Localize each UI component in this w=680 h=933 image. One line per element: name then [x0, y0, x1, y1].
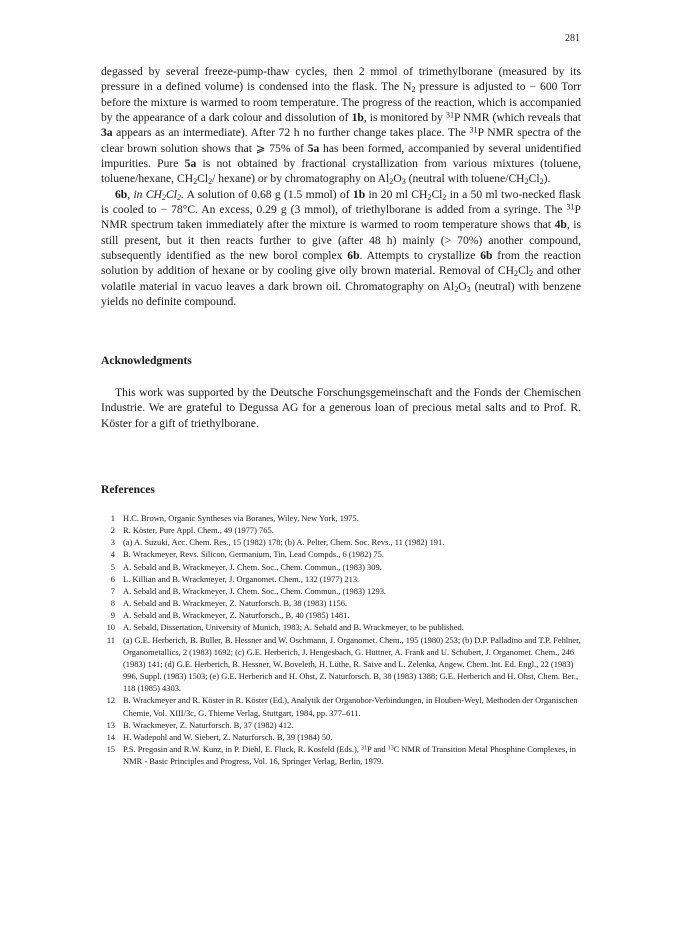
reference-number: 14: [106, 731, 115, 742]
reference-text: A. Sebald and B. Wrackmeyer, J. Chem. Soc., Chem. Commun., (1983) 309.: [123, 561, 382, 572]
reference-item: [101, 561, 581, 573]
reference-item: [101, 573, 581, 585]
reference-number: 1: [110, 513, 115, 523]
reference-number: 6: [110, 573, 115, 584]
reference-item: [101, 634, 581, 695]
reference-item: [101, 609, 581, 621]
reference-number: 5: [110, 561, 115, 572]
references-heading: References: [101, 483, 155, 496]
reference-text: P.S. Pregosin and R.W. Kunz, in P. Diehl, E. Fluck, R. Kosfeld (Eds.), $^{31}$P and $^{13}$C NMR of Transition Metal Phosphine Complexes, in NMR - Basic Principles and Progress, Vol. 16, Springer Verlag, Berlin, 1979.: [123, 743, 576, 767]
reference-item: [101, 621, 581, 633]
reference-number: 11: [106, 634, 115, 645]
reference-text: A. Sebald and B. Wrackmeyer, Z. Naturforsch. B, 38 (1983) 1156.: [123, 598, 348, 609]
reference-number: 7: [110, 585, 115, 596]
reference-text: H. Wadepohl and W. Siebert, Z. Naturforsch. B, 39 (1984) 50.: [123, 731, 333, 742]
reference-item: [101, 585, 581, 597]
reference-number: 8: [110, 598, 115, 609]
reference-text: A. Sebald and B. Wrackmeyer, J. Chem. Soc., Chem. Commun., (1983) 1293.: [123, 585, 387, 596]
reference-number: 3: [110, 537, 115, 548]
reference-number: 12: [106, 695, 115, 706]
reference-number: 4: [110, 549, 115, 560]
reference-number: 2: [110, 525, 115, 536]
reference-item: [101, 536, 581, 548]
reference-number: 9: [110, 610, 115, 621]
reference-text: (a) A. Suzuki, Acc. Chem. Res., 15 (1982) 178; (b) A. Pelter, Chem. Soc. Revs., 11 (1982) 191.: [123, 537, 445, 548]
reference-number: 10: [106, 622, 115, 633]
acknowledgments-heading: Acknowledgments: [101, 354, 192, 367]
reference-text: (a) G.E. Herberich, B. Buller, B. Hessner and W. Oschmann, J. Organomet. Chem., 195 (1980) 253; (b) D.P. Palladino and T.P. Fehlner, Organometallics, 2 (1983) 1692; (c) G.E. Herberich, J. Hengesbach, G. Huttner, A. Frank and U. Schubert, J. Organomet. Chem., 246 (1983) 141; (d) G.E. Herberich, B. Hessner, W. Boveleth, H. Lüthe, R. Saive and L. Zelenka, Angew. Chem. Int. Ed. Engl., 22 (1983) 996, Suppl. (1983) 1503; (e) G.E. Herberich and H. Ohst, Z. Naturforsch. B, 38 (1983) 1388; G.E. Herberich and H. Ohst, Chem. Ber., 118 (1985) 4303.: [123, 634, 581, 694]
reference-text: H.C. Brown, Organic Syntheses via Boranes, Wiley, New York, 1975.: [123, 513, 359, 523]
reference-item: [101, 597, 581, 609]
reference-text: B. Wrackmeyer and R. Köster in R. Köster (Ed.), Analytik der Organobor-Verbindungen, in Houben-Weyl, Methoden der Organischen Chemie, Vol. XIII/3c, G. Thieme Verlag, Stuttgart, 1984, pp. 377–611.: [123, 695, 578, 718]
reference-item: [101, 548, 581, 560]
reference-item: [101, 719, 581, 731]
reference-item: [101, 512, 581, 524]
reference-item: [101, 524, 581, 536]
reference-text: R. Köster, Pure Appl. Chem., 49 (1977) 765.: [123, 525, 274, 536]
reference-text: A. Sebald and B. Wrackmeyer, Z. Naturforsch., B, 40 (1985) 1481.: [123, 610, 350, 621]
reference-item: [101, 743, 581, 767]
body-text: [101, 64, 581, 310]
reference-text: L. Killian and B. Wrackmeyer, J. Organomet. Chem., 132 (1977) 213.: [123, 573, 360, 584]
acknowledgments-text: This work was supported by the Deutsche Forschungsgemeinschaft and the Fonds der Chemischen Industrie. We are grateful to Degussa AG for a generous loan of precious metal salts and to Prof. R. Köster for a gift of triethylborane.: [101, 386, 581, 430]
paragraph-6b-procedure: 6b, in $CH_2Cl_2$. A solution of 0.68 g (1.5 mmol) of 1b in 20 ml $CH_2Cl_2$ in a 50 ml two-necked flask is cooled to − 78°C. An excess, 0.29 g (3 mmol), of triethylborane is added from a syringe. The $^{31}$P NMR spectrum taken immediately after the mixture is warmed to room temperature shows that 4b, is still present, but it then reacts further to give (after 48 h) mainly (> 70%) another compound, subsequently identified as the new borol complex 6b. Attempts to crystallize 6b from the reaction solution by addition of hexane or by cooling give oily brown material. Removal of $CH_2Cl_2$ and other volatile material in vacuo leaves a dark brown oil. Chromatography on $Al_2O_3$ (neutral) with benzene yields no definite compound.: [101, 187, 582, 309]
reference-number: 15: [106, 743, 115, 754]
reference-text: A. Sebald, Dissertation, University of Munich, 1983; A. Sebald and B. Wrackmeyer, to be published.: [123, 622, 464, 633]
paragraph-5a-procedure: degassed by several freeze-pump-thaw cycles, then 2 mmol of trimethylborane (measured by its pressure in a defined volume) is condensed into the flask. The $N_2$ pressure is adjusted to − 600 Torr before the mixture is warmed to room temperature. The progress of the reaction, which is accompanied by the appearance of a dark colour and dissolution of 1b, is monitored by $^{31}$P NMR (which reveals that 3a appears as an intermediate). After 72 h no further change takes place. The $^{31}$P NMR spectra of the clear brown solution shows that ⩾ 75% of 5a has been formed, accompanied by several unidentified impurities. Pure 5a is not obtained by fractional crystallization from various mixtures (toluene, toluene/hexane, $CH_2Cl_2/$ hexane) or by chromatography on $Al_2O_3$ (neutral with toluene/$CH_2Cl_2$).: [101, 65, 582, 187]
page-number: 281: [565, 33, 580, 44]
reference-item: [101, 731, 581, 743]
reference-number: 13: [106, 719, 115, 730]
reference-text: B. Wrackmeyer, Revs. Silicon, Germanium, Tin, Lead Compds., 6 (1982) 75.: [123, 549, 384, 560]
reference-text: B. Wrackmeyer, Z. Naturforsch. B, 37 (1982) 412.: [123, 719, 294, 730]
reference-item: [101, 694, 581, 718]
reference-list: [101, 512, 581, 767]
